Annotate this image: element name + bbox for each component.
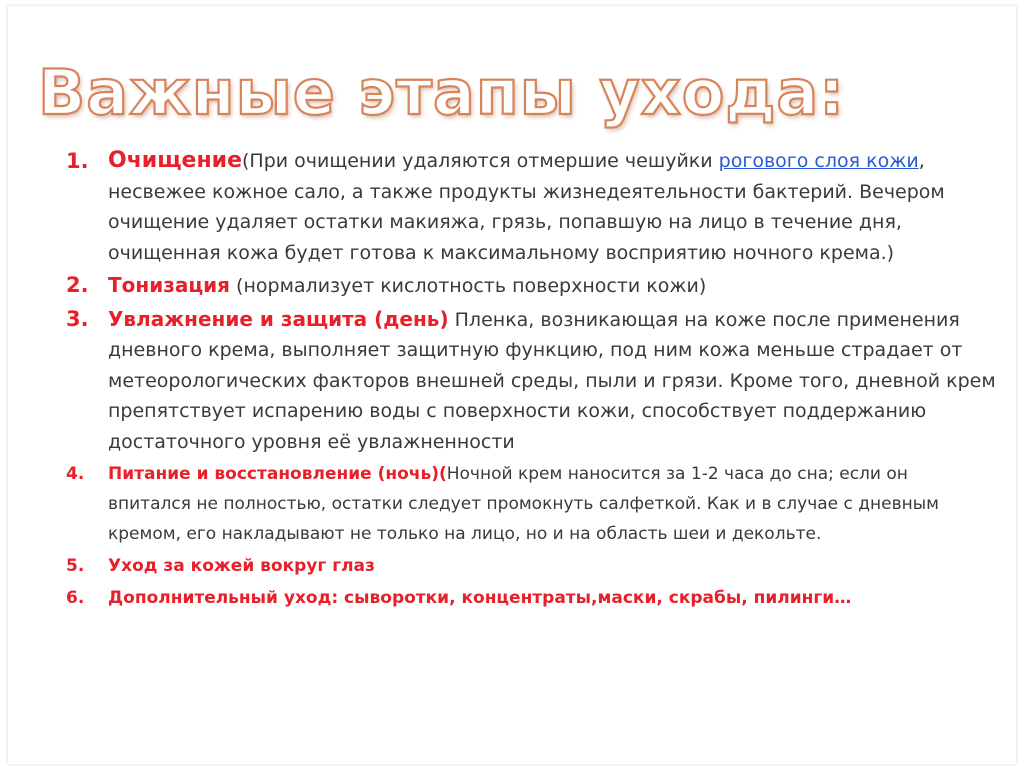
item-heading: Уход за кожей вокруг глаз <box>108 556 375 576</box>
item-heading: Увлажнение и защита (день) <box>108 306 449 331</box>
list-item-cleansing <box>66 146 996 268</box>
item-text: Пленка, возникающая на коже после применения дневного крема, выполняет защитную функцию, под ним кожа меньше страдает от метеорологических факторов внешней среды, пыли и грязи. Кроме того, дневной крем препятствует испарению воды с поверхности кожи, способствует поддержанию достаточного уровня её увлажненности <box>108 308 996 453</box>
item-number: 5. <box>66 556 85 576</box>
item-number: 3. <box>66 306 89 331</box>
slide <box>8 6 1016 764</box>
list-item-eye-care <box>66 551 996 581</box>
item-heading: Питание и восстановление (ночь)( <box>108 464 447 484</box>
care-steps-list <box>66 146 996 613</box>
item-number: 4. <box>66 464 85 484</box>
item-heading: Тонизация <box>108 273 231 297</box>
item-text: (нормализует кислотность поверхности кожи) <box>230 275 707 297</box>
item-number: 6. <box>66 588 85 608</box>
stratum-corneum-link[interactable]: рогового слоя кожи <box>718 150 919 172</box>
item-text-continued: , несвежее кожное сало, а также продукты жизнедеятельности бактерий. Вечером очищение удаляет остатки макияжа, грязь, попавшую на лицо в течение дня, очищенная кожа будет готова к максимальному восприятию ночного крема.) <box>108 150 945 264</box>
item-text: (При очищении удаляются отмершие чешуйки <box>242 150 719 172</box>
list-item-nourishing <box>66 459 996 549</box>
list-item-moisturizing <box>66 304 996 458</box>
list-item-additional-care <box>66 583 996 613</box>
list-item-toning <box>66 270 996 302</box>
item-heading: Очищение <box>108 148 242 173</box>
item-number: 1. <box>66 149 89 173</box>
item-heading: Дополнительный уход: сыворотки, концентраты,маски, скрабы, пилинги… <box>108 588 852 608</box>
slide-title: Важные этапы ухода: <box>38 56 846 129</box>
item-number: 2. <box>66 273 89 297</box>
item-text: Ночной крем наносится за 1-2 часа до сна; если он впитался не полностью, остатки следует промокнуть салфеткой. Как и в случае с дневным кремом, его накладывают не только на лицо, но и на область шеи и декольте. <box>108 464 939 544</box>
